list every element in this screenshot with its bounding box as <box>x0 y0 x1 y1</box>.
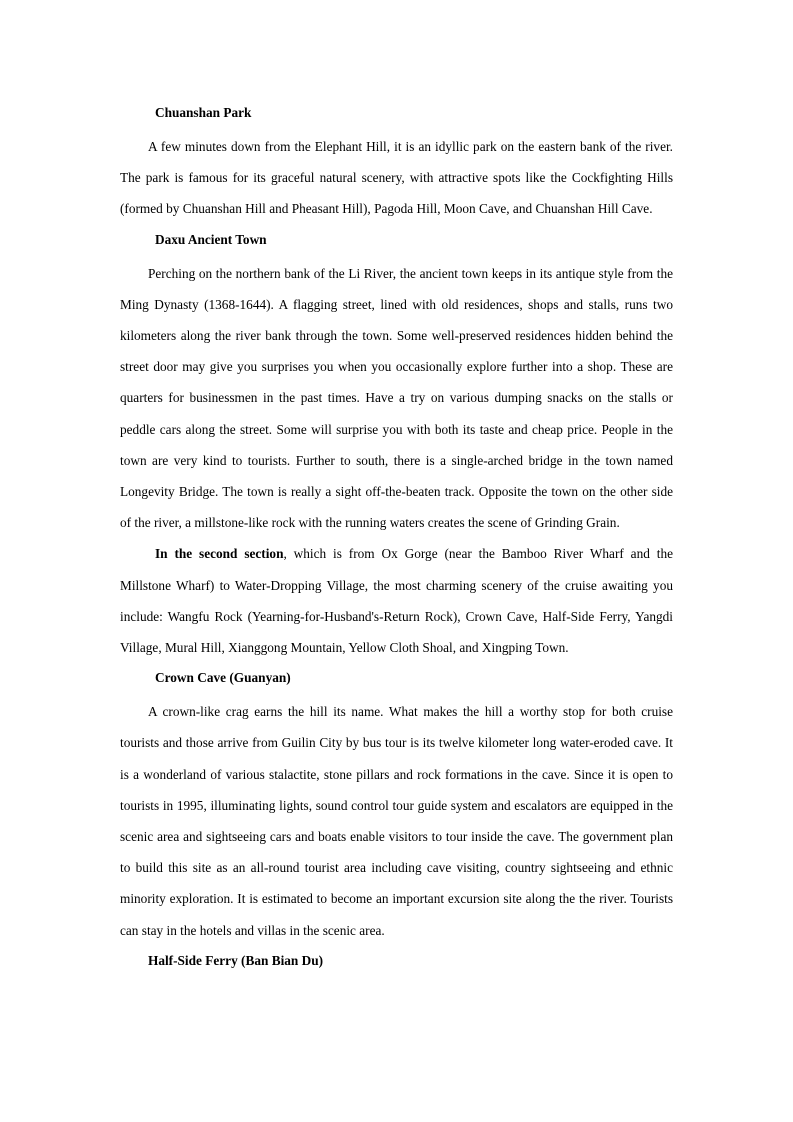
heading-crown-cave: Crown Cave (Guanyan) <box>155 670 291 686</box>
heading-daxu-ancient-town: Daxu Ancient Town <box>155 231 267 247</box>
paragraph-crown-cave: A crown-like crag earns the hill its name. What makes the hill a worthy stop for both cruise tourists and those arrive from Guilin City by bus tour is its twelve kilometer long water-eroded cave. It is a wonderland of various stalactite, stone pillars and rock formations in the cave. Since it is open to tourists in 1995, illuminating lights, sound control tour guide system and escalators are equipped in the scenic area and sightseeing cars and boats enable visitors to tour inside the cave. The government plan to build this site as an all-round tourist area including cave visiting, country sightseeing and ethnic minority exploration. It is estimated to become an important excursion site along the the river. Tourists can stay in the hotels and villas in the scenic area. <box>120 704 673 938</box>
paragraph-daxu-ancient-town: Perching on the northern bank of the Li River, the ancient town keeps in its antique style from the Ming Dynasty (1368-1644). A flagging street, lined with old residences, shops and stalls, runs two kilometers along the river bank through the town. Some well-preserved residences hidden behind the street door may give you surprises you when you occasionally explore further into a shop. These are quarters for businessmen in the past times. Have a try on various dumping snacks on the stalls or peddle cars along the street. Some will surprise you with both its taste and cheap price. People in the town are very kind to tourists. Further to south, there is a single-arched bridge in the town named Longevity Bridge. The town is really a sight off-the-beaten track. Opposite the town on the other side of the river, a millstone-like rock with the running waters creates the scene of Grinding Grain. <box>120 265 673 531</box>
second-section-rest: , which is from Ox Gorge (near the Bamboo River Wharf and the Millstone Wharf) to Water-Dropping Village, the most charming scenery of the cruise awaiting you include: Wangfu Rock (Yearning-for-Husband's-Return Rock), Crown Cave, Half-Side Ferry, Yangdi Village, Mural Hill, Xianggong Mountain, Yellow Cloth Shoal, and Xingping Town. <box>120 546 673 656</box>
heading-chuanshan-park: Chuanshan Park <box>155 105 252 120</box>
heading-half-side-ferry: Half-Side Ferry (Ban Bian Du) <box>148 952 324 968</box>
paragraph-chuanshan-park: A few minutes down from the Elephant Hill, it is an idyllic park on the eastern bank of the river. The park is famous for its graceful natural scenery, with attractive spots like the Cockfighting Hills (formed by Chuanshan Hill and Pheasant Hill), Pagoda Hill, Moon Cave, and Chuanshan Hill Cave. <box>120 139 673 217</box>
second-section-lead: In the second section <box>155 546 284 562</box>
paragraph-second-section <box>120 538 673 663</box>
document-page <box>120 100 673 979</box>
